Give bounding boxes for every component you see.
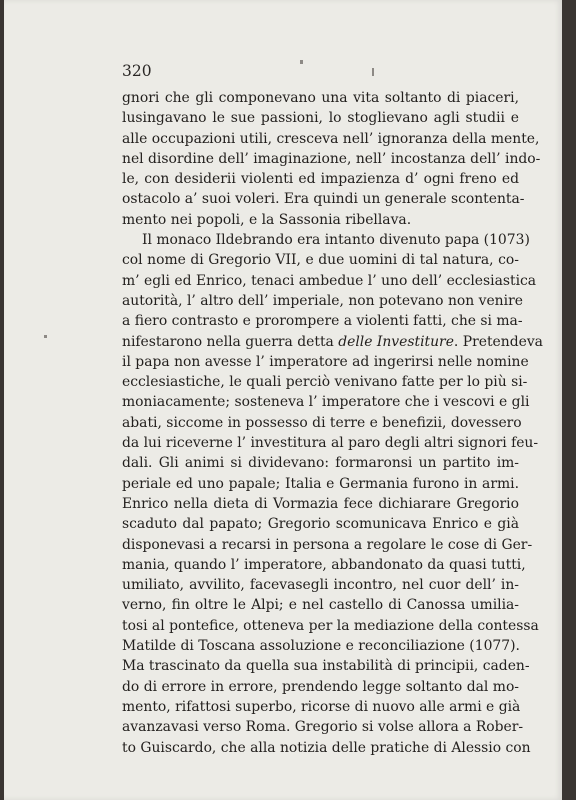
text-line: mento nei popoli, e la Sassonia ribellava. <box>122 211 412 228</box>
text-line: Ma trascinato da quella sua instabilità di principii, caden- <box>122 658 530 675</box>
text-line: tosi al pontefice, otteneva per la mediazione della contessa <box>122 617 539 634</box>
text-line: scaduto dal papato; Gregorio scomunicava Enrico e già <box>122 516 519 533</box>
page-number: 320 <box>122 62 152 80</box>
text-line: Enrico nella dieta di Vormazia fece dichiarare Gregorio <box>122 495 519 512</box>
text-line: periale ed uno papale; Italia e Germania furono in armi. <box>122 475 519 492</box>
text-line: ecclesiastiche, le quali perciò venivano fatte per lo più si- <box>122 374 528 391</box>
text-line: umiliato, avvilito, facevasegli incontro, nel cuor dell’ in- <box>122 577 519 594</box>
ink-speck <box>300 60 303 64</box>
text-line: Il monaco Ildebrando era intanto divenuto papa (1073) <box>142 232 530 249</box>
text-line: do di errore in errore, prendendo legge soltanto dal mo- <box>122 678 519 695</box>
book-page <box>4 0 562 800</box>
text-line: autorità, l’ altro dell’ imperiale, non potevano non venire <box>122 292 523 309</box>
text-line: mento, rifattosi superbo, ricorse di nuovo alle armi e già <box>122 698 521 715</box>
text-line-with-italic <box>122 332 543 352</box>
text-line: m’ egli ed Enrico, tenaci ambedue l’ uno dell’ ecclesiastica <box>122 272 537 289</box>
ink-speck <box>44 335 47 338</box>
text-line: il papa non avesse l’ imperatore ad ingerirsi nelle nomine <box>122 353 529 370</box>
text-line: abati, siccome in possesso di terre e benefizii, dovessero <box>122 414 522 431</box>
text-line: Matilde di Toscana assoluzione e reconciliazione (1077). <box>122 638 520 655</box>
text-line: disponevasi a recarsi in persona a regolare le cose di Ger- <box>122 536 533 553</box>
text-line: lusingavano le sue passioni, lo stoglievano agli studii e <box>122 110 519 127</box>
text-line: a fiero contrasto e prorompere a violenti fatti, che si ma- <box>122 313 523 330</box>
text-line: le, con desiderii violenti ed impazienza d’ ogni freno ed <box>122 171 519 188</box>
text-line: alle occupazioni utili, cresceva nell’ ignoranza della mente, <box>122 130 540 147</box>
line-text-start: nifestarono nella guerra detta <box>122 333 339 350</box>
text-line: ostacolo a’ suoi voleri. Era quindi un generale scontenta- <box>122 191 525 208</box>
italic-term: delle Investiture <box>338 333 454 350</box>
text-line: to Guiscardo, che alla notizia delle pratiche di Alessio con <box>122 739 531 756</box>
text-line: dali. Gli animi si dividevano: formaronsi un partito im- <box>122 455 519 472</box>
line-text-end: . Pretendeva <box>453 333 543 350</box>
ink-speck <box>372 68 374 76</box>
text-line: verno, fin oltre le Alpi; e nel castello di Canossa umilia- <box>122 597 519 614</box>
text-line: col nome di Gregorio VII, e due uomini di tal natura, co- <box>122 252 519 269</box>
text-line: mania, quando l’ imperatore, abbandonato da quasi tutti, <box>122 556 526 573</box>
text-line: gnori che gli componevano una vita soltanto di piaceri, <box>122 90 519 106</box>
text-line: moniacamente; sosteneva l’ imperatore che i vescovi e gli <box>122 394 530 411</box>
body-text <box>122 88 543 758</box>
text-line: avanzavasi verso Roma. Gregorio si volse allora a Rober- <box>122 719 524 736</box>
text-line: nel disordine dell’ imaginazione, nell’ incostanza dell’ indo- <box>122 150 541 167</box>
text-line: da lui riceverne l’ investitura al paro degli altri signori feu- <box>122 435 539 452</box>
